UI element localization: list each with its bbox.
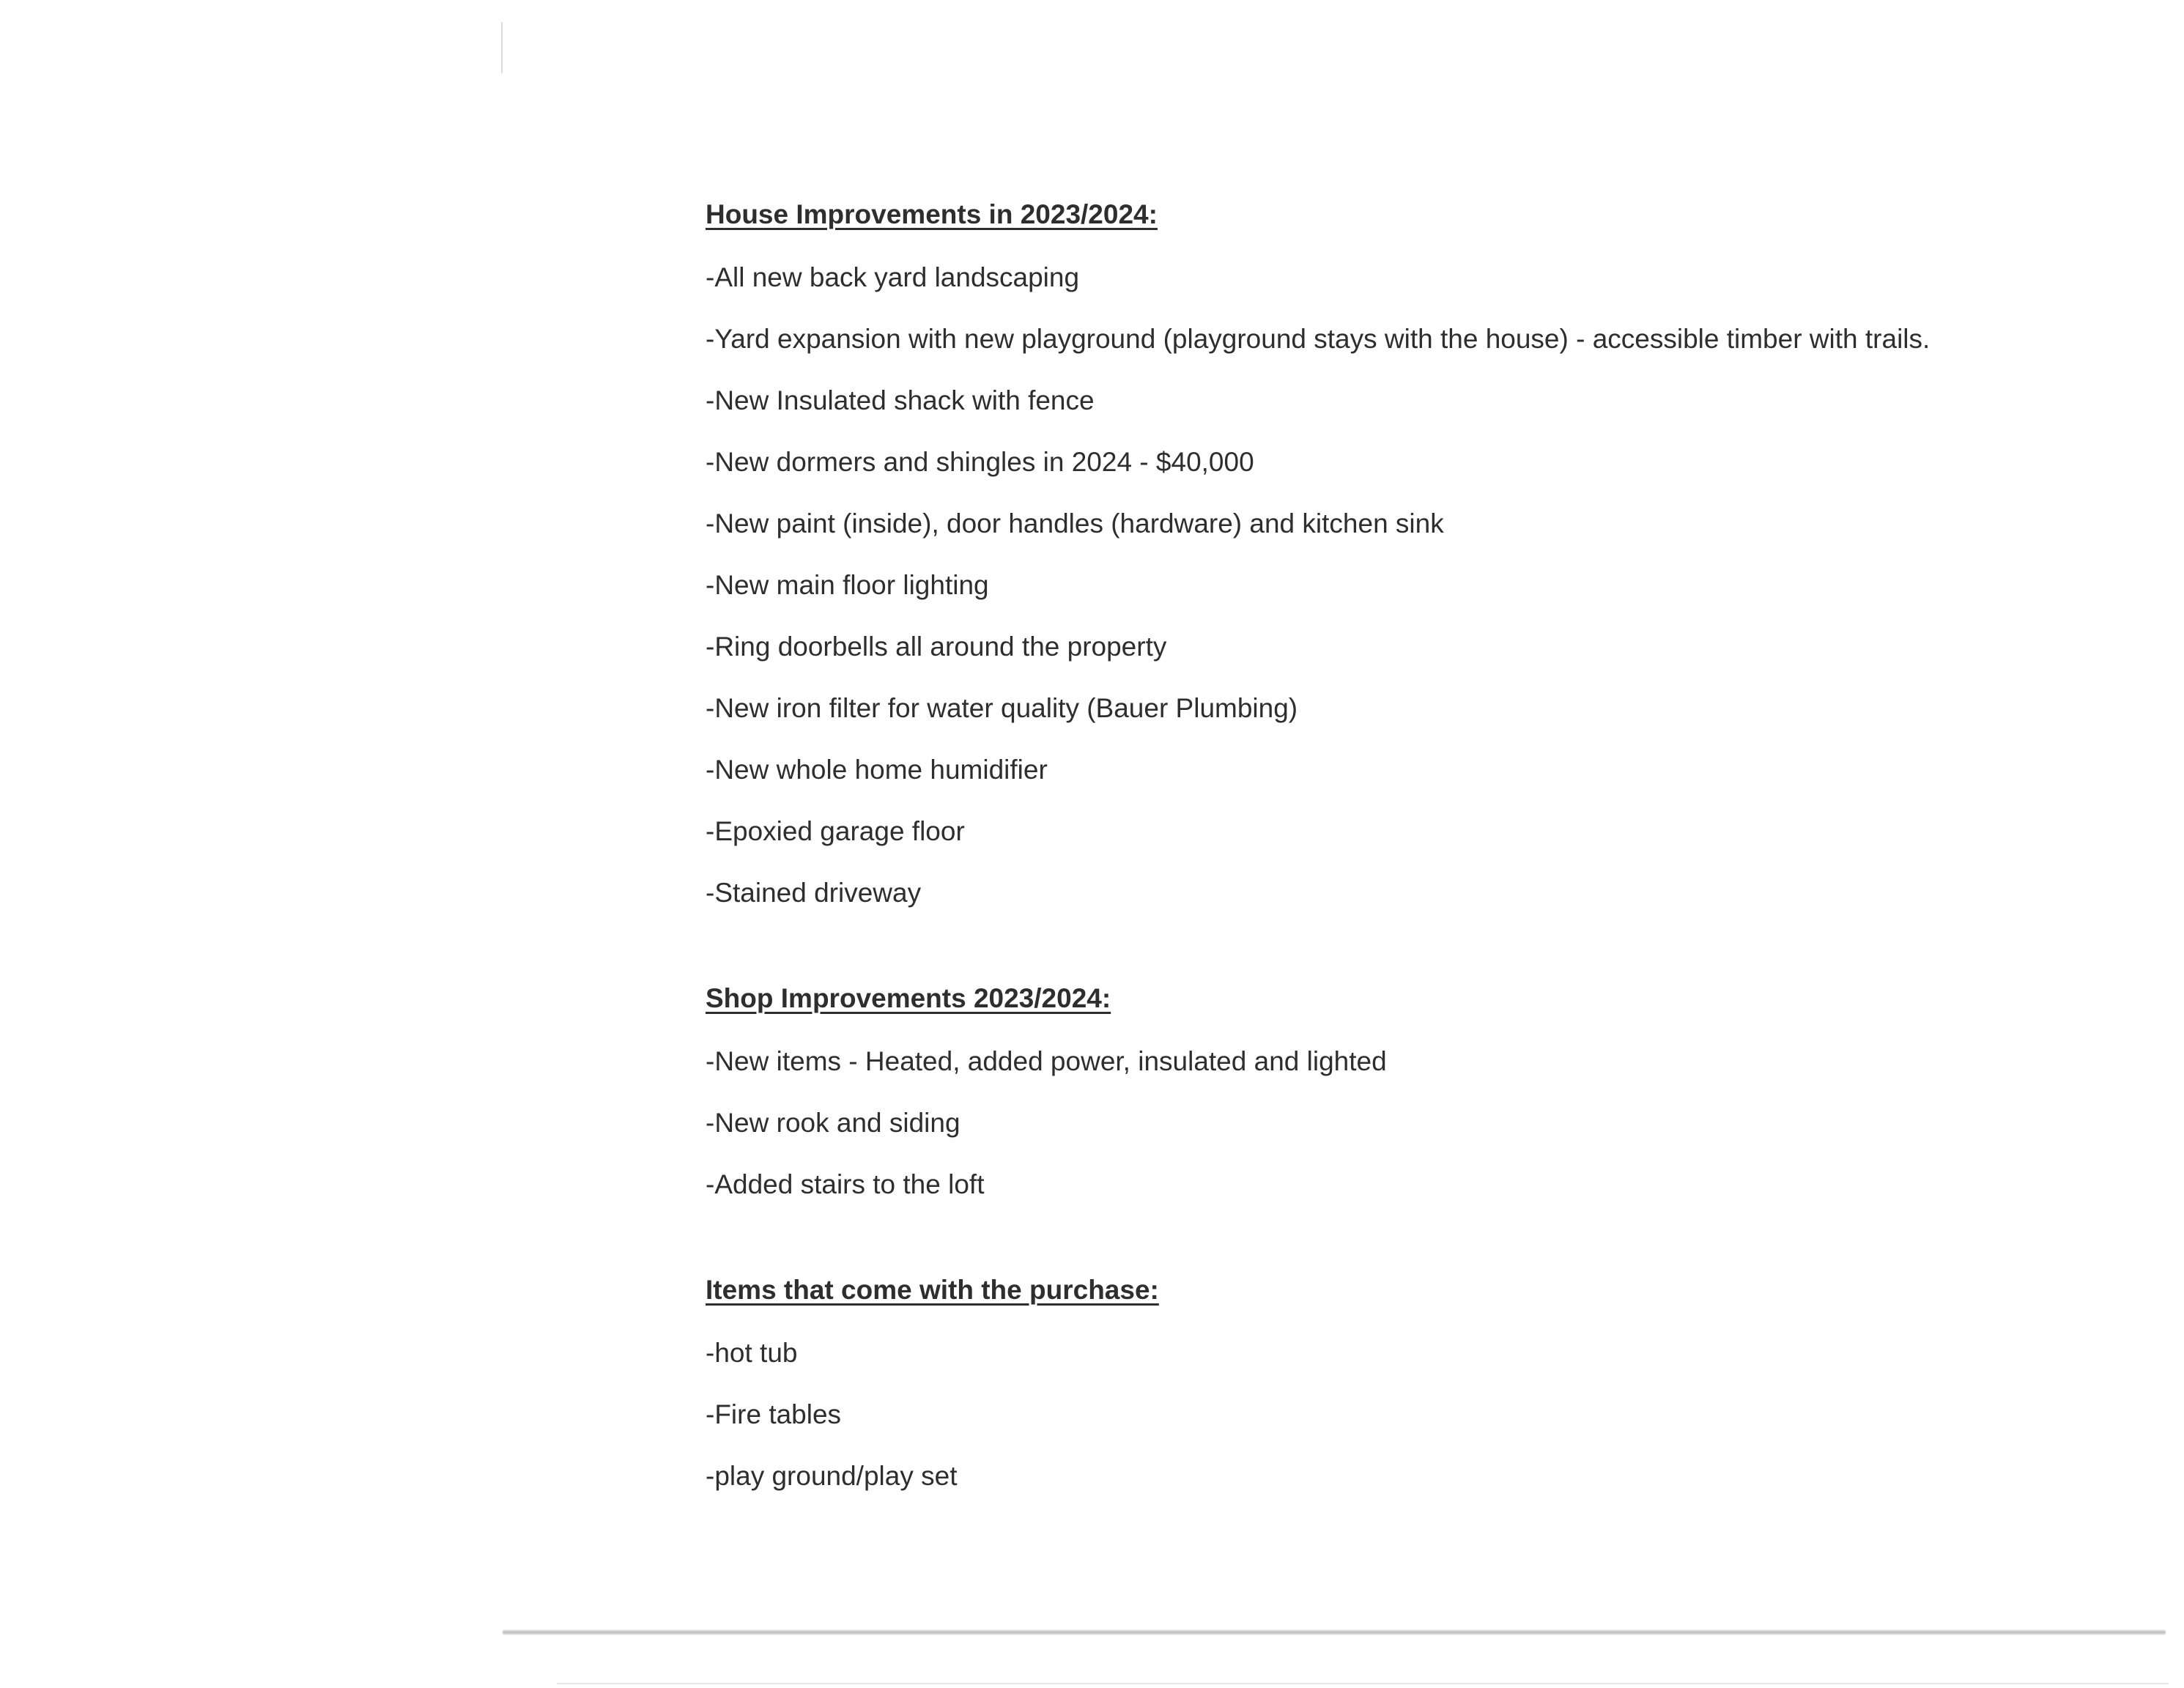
scan-artifact-mark — [501, 22, 503, 73]
section-included-items — [706, 1272, 1995, 1496]
list-item: -New Insulated shack with fence — [706, 385, 1095, 415]
list-item: -New paint (inside), door handles (hardware) and kitchen sink — [706, 508, 1444, 538]
list-item: -New dormers and shingles in 2024 - $40,000 — [706, 447, 1254, 477]
list-item: -Yard expansion with new playground (playground stays with the house) - accessible timber with trails. — [706, 324, 1931, 354]
list-item: -New rook and siding — [706, 1108, 960, 1138]
section-title: Shop Improvements 2023/2024: — [706, 983, 1111, 1013]
list-item: -New whole home humidifier — [706, 755, 1048, 785]
list-item: -Epoxied garage floor — [706, 816, 965, 846]
list-item: -Added stairs to the loft — [706, 1169, 985, 1199]
section-title: Items that come with the purchase: — [706, 1275, 1159, 1305]
list-item: -Fire tables — [706, 1399, 842, 1429]
list-item: -New main floor lighting — [706, 570, 989, 600]
section-house-improvements — [706, 196, 1995, 913]
section-title: House Improvements in 2023/2024: — [706, 199, 1158, 229]
list-item: -New iron filter for water quality (Bauer Plumbing) — [706, 693, 1298, 723]
list-item: -Stained driveway — [706, 878, 922, 908]
list-item: -hot tub — [706, 1338, 798, 1368]
list-item: -All new back yard landscaping — [706, 262, 1080, 292]
list-item: -New items - Heated, added power, insulated and lighted — [706, 1046, 1387, 1076]
paper-edge — [503, 1629, 2166, 1635]
document-body — [706, 196, 1995, 1518]
list-item: -play ground/play set — [706, 1461, 958, 1491]
section-shop-improvements — [706, 980, 1995, 1204]
paper-edge-shadow — [557, 1683, 2169, 1684]
list-item: -Ring doorbells all around the property — [706, 632, 1167, 662]
